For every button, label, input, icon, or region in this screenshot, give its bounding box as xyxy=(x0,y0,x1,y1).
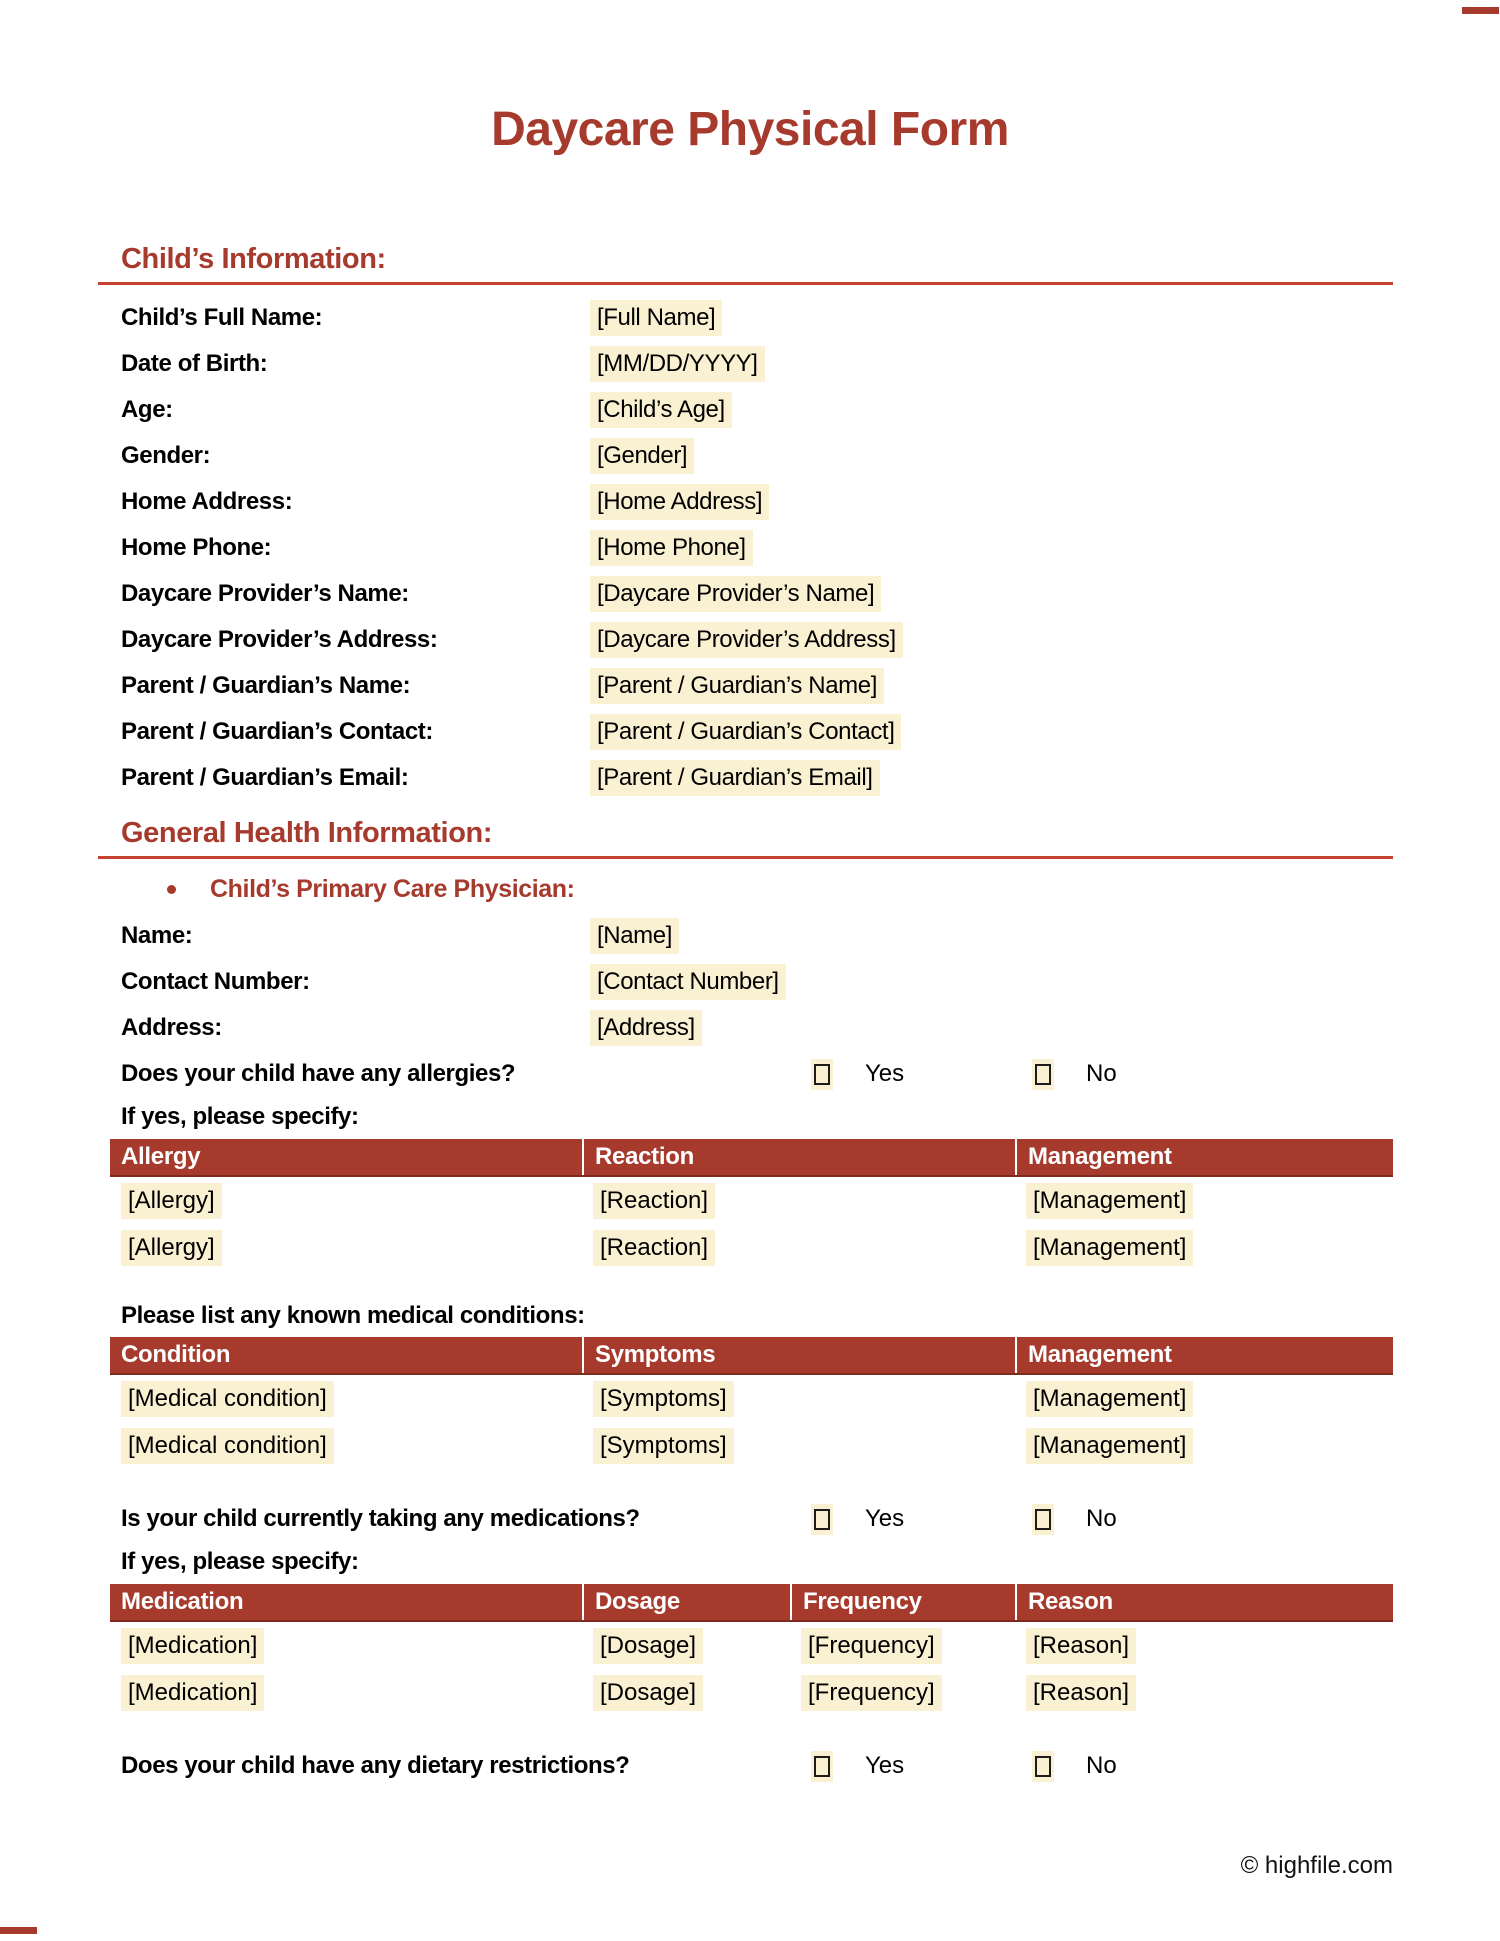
field-row-age xyxy=(121,387,1500,433)
column-header-management: Management xyxy=(1015,1337,1393,1373)
intro-label: Please list any known medical conditions: xyxy=(121,1302,585,1329)
table-row xyxy=(110,1177,1393,1224)
table-cell xyxy=(1015,1177,1393,1224)
checkbox-highlight xyxy=(1032,1504,1054,1535)
column-header-medication: Medication xyxy=(121,1588,244,1615)
table-cell xyxy=(1015,1422,1393,1469)
cell-value-placeholder[interactable]: [Management] xyxy=(1026,1428,1193,1464)
field-row-daycare-provider-name xyxy=(121,571,1500,617)
if-yes-label: If yes, please specify: xyxy=(121,1103,359,1130)
checkbox-highlight xyxy=(811,1504,833,1535)
table-cell xyxy=(110,1422,582,1469)
cell-value-placeholder[interactable]: [Symptoms] xyxy=(593,1428,734,1464)
cell-value-placeholder[interactable]: [Frequency] xyxy=(801,1628,942,1664)
checkbox-highlight xyxy=(1032,1059,1054,1090)
field-label: Address: xyxy=(121,1014,222,1041)
field-label: Contact Number: xyxy=(121,968,310,995)
field-label: Daycare Provider’s Name: xyxy=(121,580,409,607)
medication-table-header xyxy=(110,1584,1393,1622)
field-row-gender xyxy=(121,433,1500,479)
cell-value-placeholder[interactable]: [Reason] xyxy=(1026,1628,1136,1664)
allergies-no-option xyxy=(1032,1059,1117,1090)
table-cell xyxy=(1015,1622,1393,1669)
dietary-yes-option xyxy=(811,1751,904,1782)
question-label: Is your child currently taking any medications? xyxy=(121,1505,640,1532)
field-value-placeholder[interactable]: [MM/DD/YYYY] xyxy=(590,346,765,382)
yes-label: Yes xyxy=(865,1505,905,1532)
table-cell xyxy=(582,1224,1015,1271)
field-value-placeholder[interactable]: [Gender] xyxy=(590,438,694,474)
cell-value-placeholder[interactable]: [Management] xyxy=(1026,1230,1193,1266)
column-header-symptoms: Symptoms xyxy=(582,1337,1015,1373)
field-label: Date of Birth: xyxy=(121,350,268,377)
column-header-reaction: Reaction xyxy=(582,1139,1015,1175)
table-cell xyxy=(582,1375,1015,1422)
field-value-placeholder[interactable]: [Daycare Provider’s Address] xyxy=(590,622,903,658)
section-heading-general-health: General Health Information: xyxy=(98,817,1393,859)
table-cell xyxy=(790,1622,1015,1669)
field-value-placeholder[interactable]: [Name] xyxy=(590,918,679,954)
column-header-condition: Condition xyxy=(121,1341,231,1368)
cell-value-placeholder[interactable]: [Frequency] xyxy=(801,1675,942,1711)
table-cell xyxy=(582,1622,790,1669)
section-heading-child-info: Child’s Information: xyxy=(98,243,1393,285)
field-row-physician-name xyxy=(121,913,1500,959)
cell-value-placeholder[interactable]: [Medication] xyxy=(121,1628,264,1664)
field-label: Parent / Guardian’s Email: xyxy=(121,764,409,791)
yes-label: Yes xyxy=(865,1060,905,1087)
allergy-table-header xyxy=(110,1139,1393,1177)
medical-conditions-intro xyxy=(121,1296,1500,1336)
field-label: Daycare Provider’s Address: xyxy=(121,626,438,653)
allergy-table xyxy=(110,1139,1393,1271)
table-cell xyxy=(582,1422,1015,1469)
no-label: No xyxy=(1086,1060,1117,1087)
field-value-placeholder[interactable]: [Home Phone] xyxy=(590,530,753,566)
table-cell xyxy=(110,1669,582,1716)
if-yes-note-allergies xyxy=(121,1097,1500,1137)
field-row-dob xyxy=(121,341,1500,387)
cell-value-placeholder[interactable]: [Management] xyxy=(1026,1381,1193,1417)
field-value-placeholder[interactable]: [Full Name] xyxy=(590,300,722,336)
dietary-no-checkbox[interactable] xyxy=(1035,1756,1051,1777)
checkbox-highlight xyxy=(811,1751,833,1782)
field-label: Parent / Guardian’s Name: xyxy=(121,672,411,699)
cell-value-placeholder[interactable]: [Reaction] xyxy=(593,1230,715,1266)
field-label: Home Address: xyxy=(121,488,293,515)
dietary-no-option xyxy=(1032,1751,1117,1782)
copyright-footer: © highfile.com xyxy=(1240,1852,1393,1879)
table-cell xyxy=(790,1669,1015,1716)
field-label: Gender: xyxy=(121,442,211,469)
checkbox-highlight xyxy=(811,1059,833,1090)
medications-yes-checkbox[interactable] xyxy=(814,1509,830,1530)
field-row-home-address xyxy=(121,479,1500,525)
table-row xyxy=(110,1422,1393,1469)
question-medications xyxy=(121,1496,1500,1542)
table-cell xyxy=(1015,1669,1393,1716)
allergies-no-checkbox[interactable] xyxy=(1035,1064,1051,1085)
field-row-guardian-contact xyxy=(121,709,1500,755)
field-row-daycare-provider-address xyxy=(121,617,1500,663)
field-label: Home Phone: xyxy=(121,534,272,561)
field-value-placeholder[interactable]: [Daycare Provider’s Name] xyxy=(590,576,881,612)
table-row xyxy=(110,1224,1393,1271)
cell-value-placeholder[interactable]: [Symptoms] xyxy=(593,1381,734,1417)
condition-table xyxy=(110,1337,1393,1469)
table-cell xyxy=(110,1177,582,1224)
cell-value-placeholder[interactable]: [Medical condition] xyxy=(121,1428,334,1464)
page-title: Daycare Physical Form xyxy=(491,103,1009,156)
cell-value-placeholder[interactable]: [Dosage] xyxy=(593,1675,703,1711)
column-header-allergy: Allergy xyxy=(121,1143,201,1170)
column-header-reason: Reason xyxy=(1015,1584,1393,1620)
field-value-placeholder[interactable]: [Contact Number] xyxy=(590,964,786,1000)
cell-value-placeholder[interactable]: [Medication] xyxy=(121,1675,264,1711)
table-row xyxy=(110,1375,1393,1422)
allergies-yes-option xyxy=(811,1059,904,1090)
dietary-yes-checkbox[interactable] xyxy=(814,1756,830,1777)
table-cell xyxy=(110,1375,582,1422)
medications-no-checkbox[interactable] xyxy=(1035,1509,1051,1530)
question-label: Does your child have any dietary restrictions? xyxy=(121,1752,630,1779)
top-right-accent-bar xyxy=(1462,7,1499,14)
table-cell xyxy=(110,1224,582,1271)
column-header-frequency: Frequency xyxy=(790,1584,1015,1620)
allergies-yes-checkbox[interactable] xyxy=(814,1064,830,1085)
field-row-physician-contact xyxy=(121,959,1500,1005)
field-value-placeholder[interactable]: [Parent / Guardian’s Email] xyxy=(590,760,880,796)
table-cell xyxy=(1015,1375,1393,1422)
table-row xyxy=(110,1622,1393,1669)
cell-value-placeholder[interactable]: [Allergy] xyxy=(121,1230,222,1266)
cell-value-placeholder[interactable]: [Reason] xyxy=(1026,1675,1136,1711)
medications-no-option xyxy=(1032,1504,1117,1535)
table-cell xyxy=(1015,1224,1393,1271)
field-label: Parent / Guardian’s Contact: xyxy=(121,718,433,745)
field-label: Age: xyxy=(121,396,173,423)
field-value-placeholder[interactable]: [Home Address] xyxy=(590,484,769,520)
field-value-placeholder[interactable]: [Child’s Age] xyxy=(590,392,732,428)
column-header-management: Management xyxy=(1015,1139,1393,1175)
field-row-full-name xyxy=(121,295,1500,341)
field-row-guardian-email xyxy=(121,755,1500,801)
field-row-physician-address xyxy=(121,1005,1500,1051)
medications-yes-option xyxy=(811,1504,904,1535)
cell-value-placeholder[interactable]: [Management] xyxy=(1026,1183,1193,1219)
cell-value-placeholder[interactable]: [Dosage] xyxy=(593,1628,703,1664)
bottom-left-accent-bar xyxy=(0,1927,37,1934)
table-cell xyxy=(110,1622,582,1669)
column-header-dosage: Dosage xyxy=(582,1584,790,1620)
checkbox-highlight xyxy=(1032,1751,1054,1782)
field-label: Child’s Full Name: xyxy=(121,304,323,331)
field-value-placeholder[interactable]: [Parent / Guardian’s Name] xyxy=(590,668,884,704)
cell-value-placeholder[interactable]: [Allergy] xyxy=(121,1183,222,1219)
if-yes-note-medications xyxy=(121,1542,1500,1582)
field-row-guardian-name xyxy=(121,663,1500,709)
table-row xyxy=(110,1669,1393,1716)
no-label: No xyxy=(1086,1752,1117,1779)
condition-table-header xyxy=(110,1337,1393,1375)
if-yes-label: If yes, please specify: xyxy=(121,1548,359,1575)
cell-value-placeholder[interactable]: [Reaction] xyxy=(593,1183,715,1219)
question-label: Does your child have any allergies? xyxy=(121,1060,516,1087)
question-allergies xyxy=(121,1051,1500,1097)
yes-label: Yes xyxy=(865,1752,905,1779)
table-cell xyxy=(582,1669,790,1716)
table-cell xyxy=(582,1177,1015,1224)
no-label: No xyxy=(1086,1505,1117,1532)
bullet-icon xyxy=(167,885,176,894)
cell-value-placeholder[interactable]: [Medical condition] xyxy=(121,1381,334,1417)
question-dietary xyxy=(121,1743,1500,1789)
field-label: Name: xyxy=(121,922,193,949)
field-value-placeholder[interactable]: [Address] xyxy=(590,1010,702,1046)
physician-bullet-label: Child’s Primary Care Physician: xyxy=(210,874,575,903)
medication-table xyxy=(110,1584,1393,1716)
field-row-home-phone xyxy=(121,525,1500,571)
field-value-placeholder[interactable]: [Parent / Guardian’s Contact] xyxy=(590,714,901,750)
physician-bullet-item xyxy=(167,869,1500,909)
